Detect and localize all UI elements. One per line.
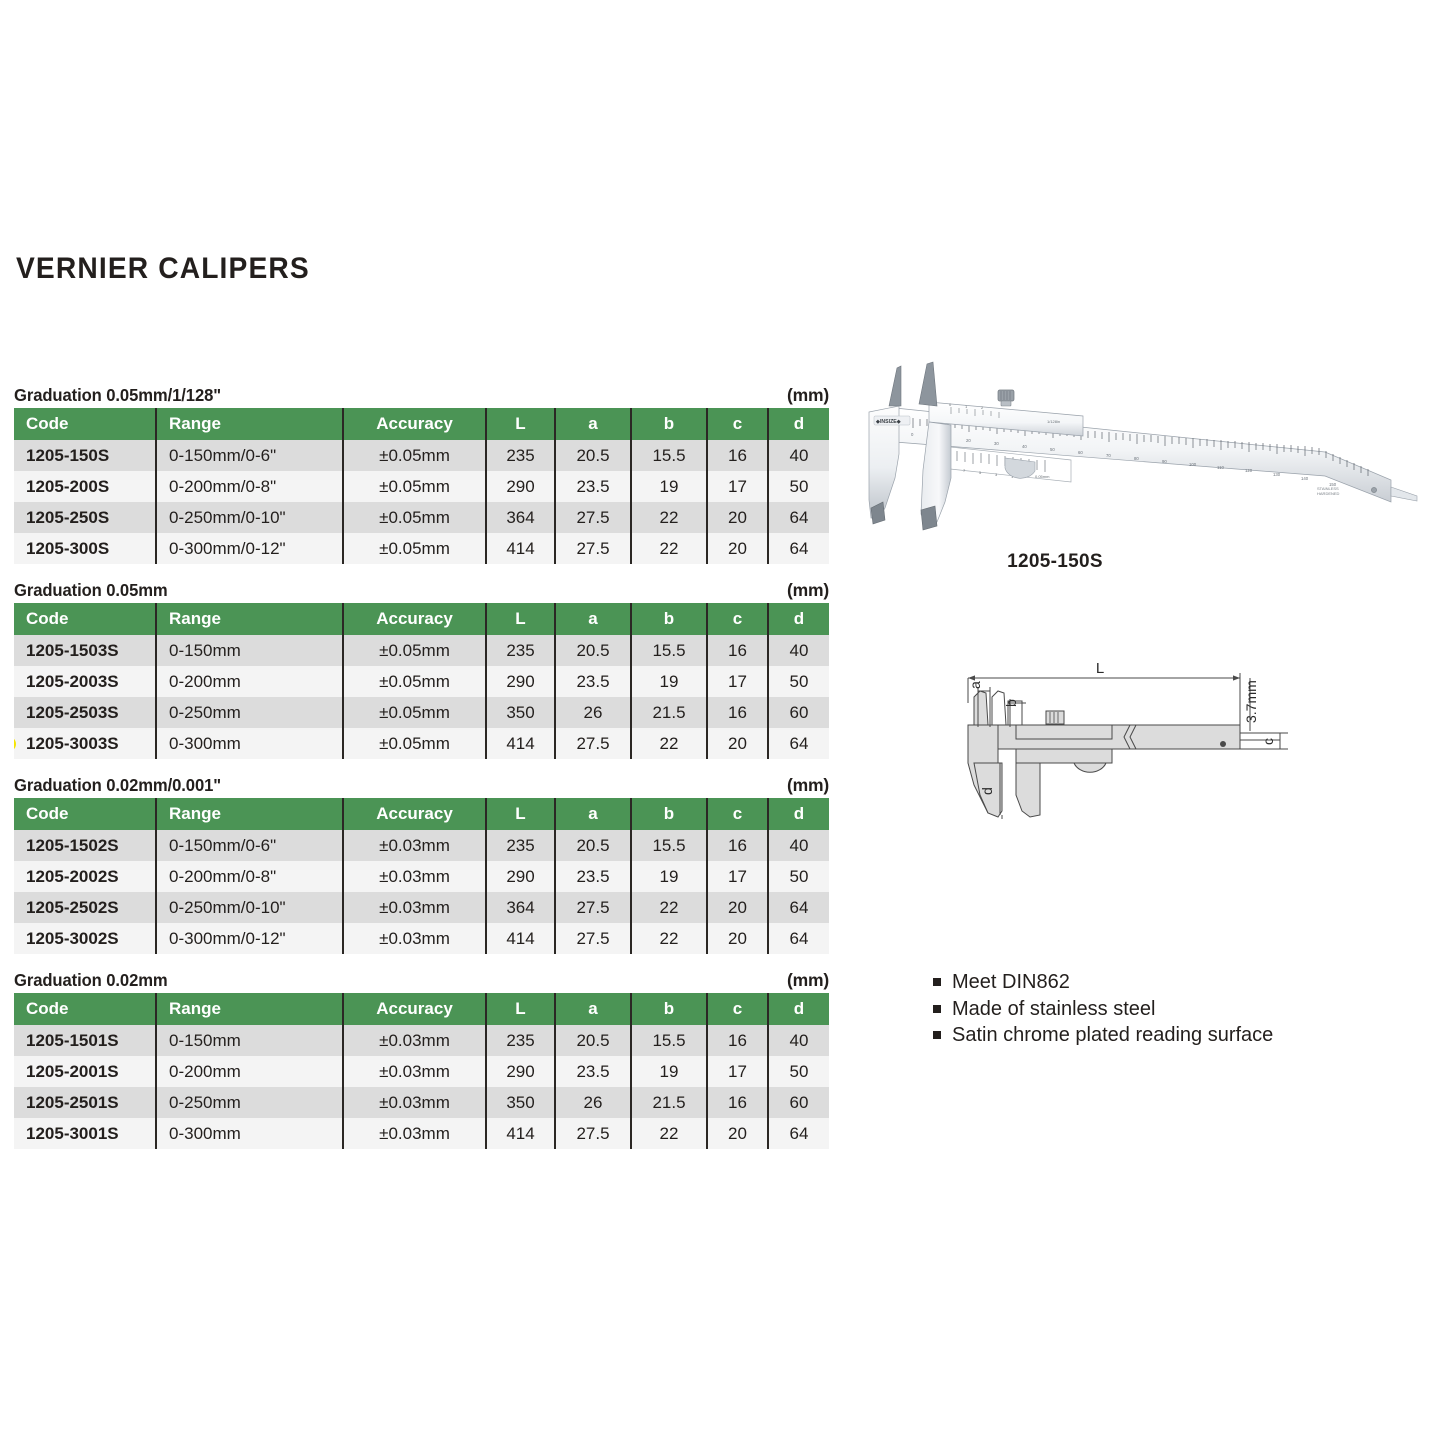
table-row[interactable] xyxy=(14,1056,829,1087)
cell-c: 16 xyxy=(707,635,768,666)
cell-a: 23.5 xyxy=(555,861,631,892)
svg-text:7: 7 xyxy=(963,468,966,473)
cell-code: 1205-1501S xyxy=(14,1025,156,1056)
cell-accuracy: ±0.05mm xyxy=(343,471,486,502)
cell-L: 235 xyxy=(486,1025,555,1056)
spec-table-block xyxy=(14,385,829,564)
cell-L: 290 xyxy=(486,1056,555,1087)
cell-code: 1205-250S xyxy=(14,502,156,533)
table-unit-label: (mm) xyxy=(787,775,829,795)
table-caption-row xyxy=(14,775,829,798)
table-row[interactable] xyxy=(14,471,829,502)
cell-L: 290 xyxy=(486,666,555,697)
cell-d: 40 xyxy=(768,440,829,471)
cell-accuracy: ±0.03mm xyxy=(343,1087,486,1118)
beam-hardened-marking: HARDENED xyxy=(1317,491,1340,496)
cell-b: 15.5 xyxy=(631,440,707,471)
cell-d: 40 xyxy=(768,830,829,861)
cell-a: 27.5 xyxy=(555,728,631,759)
feature-text: Meet DIN862 xyxy=(952,971,1070,993)
svg-text:3: 3 xyxy=(995,472,998,477)
cell-b: 22 xyxy=(631,892,707,923)
cell-c: 17 xyxy=(707,1056,768,1087)
cell-a: 27.5 xyxy=(555,923,631,954)
cell-accuracy: ±0.05mm xyxy=(343,728,486,759)
cell-d: 64 xyxy=(768,923,829,954)
cell-range: 0-150mm xyxy=(156,635,343,666)
cell-a: 20.5 xyxy=(555,635,631,666)
product-photo-caption: 1205-150S xyxy=(1007,551,1103,572)
cell-c: 17 xyxy=(707,666,768,697)
cell-accuracy: ±0.03mm xyxy=(343,892,486,923)
cell-L: 290 xyxy=(486,471,555,502)
cell-code: 1205-1503S xyxy=(14,635,156,666)
table-row[interactable] xyxy=(14,861,829,892)
table-row[interactable] xyxy=(14,1025,829,1056)
cell-a: 27.5 xyxy=(555,533,631,564)
cell-code: 1205-3003S xyxy=(14,728,156,759)
cell-range: 0-300mm xyxy=(156,1118,343,1149)
feature-text: Satin chrome plated reading surface xyxy=(952,1024,1274,1046)
column-header-code: Code xyxy=(14,993,156,1025)
cell-d: 50 xyxy=(768,861,829,892)
cell-c: 17 xyxy=(707,471,768,502)
cell-accuracy: ±0.03mm xyxy=(343,830,486,861)
cell-accuracy: ±0.05mm xyxy=(343,502,486,533)
cell-L: 350 xyxy=(486,1087,555,1118)
table-caption: Graduation 0.05mm/1/128" xyxy=(14,385,222,405)
cell-c: 20 xyxy=(707,1118,768,1149)
cell-b: 15.5 xyxy=(631,1025,707,1056)
spec-table xyxy=(14,603,829,759)
svg-text:80: 80 xyxy=(1134,456,1139,461)
cell-b: 21.5 xyxy=(631,1087,707,1118)
column-header-c: c xyxy=(707,798,768,830)
cell-L: 414 xyxy=(486,533,555,564)
svg-text:5: 5 xyxy=(979,470,982,475)
cell-b: 22 xyxy=(631,923,707,954)
cell-a: 23.5 xyxy=(555,471,631,502)
column-header-L: L xyxy=(486,408,555,440)
column-header-accuracy: Accuracy xyxy=(343,408,486,440)
cell-d: 64 xyxy=(768,502,829,533)
cell-accuracy: ±0.05mm xyxy=(343,666,486,697)
table-caption: Graduation 0.02mm xyxy=(14,970,168,990)
cell-range: 0-300mm/0-12" xyxy=(156,533,343,564)
cell-b: 22 xyxy=(631,502,707,533)
column-header-d: d xyxy=(768,993,829,1025)
diagram-label-L: L xyxy=(1095,660,1105,677)
column-header-b: b xyxy=(631,798,707,830)
column-header-d: d xyxy=(768,798,829,830)
feature-text: Made of stainless steel xyxy=(952,997,1156,1020)
cell-a: 27.5 xyxy=(555,1118,631,1149)
cell-c: 20 xyxy=(707,892,768,923)
svg-text:50: 50 xyxy=(1050,447,1055,452)
cell-d: 50 xyxy=(768,471,829,502)
cell-L: 235 xyxy=(486,440,555,471)
column-header-a: a xyxy=(555,798,631,830)
cell-b: 22 xyxy=(631,533,707,564)
cell-a: 26 xyxy=(555,697,631,728)
cell-code: 1205-300S xyxy=(14,533,156,564)
table-row[interactable] xyxy=(14,923,829,954)
column-header-L: L xyxy=(486,993,555,1025)
cell-a: 20.5 xyxy=(555,440,631,471)
column-header-d: d xyxy=(768,603,829,635)
brand-logo-text: ◆INSIZE◆ xyxy=(876,419,901,425)
cell-b: 22 xyxy=(631,1118,707,1149)
cell-accuracy: ±0.03mm xyxy=(343,1118,486,1149)
cell-c: 16 xyxy=(707,697,768,728)
feature-item xyxy=(933,970,1413,996)
diagram-label-d: d xyxy=(979,787,995,795)
cell-L: 364 xyxy=(486,892,555,923)
cell-code: 1205-200S xyxy=(14,471,156,502)
cell-b: 19 xyxy=(631,471,707,502)
column-header-L: L xyxy=(486,798,555,830)
row-highlight-marker-icon xyxy=(14,736,16,751)
spec-table xyxy=(14,798,829,954)
cell-code: 1205-2502S xyxy=(14,892,156,923)
feature-list xyxy=(933,970,1413,1050)
cell-range: 0-200mm/0-8" xyxy=(156,471,343,502)
cell-c: 16 xyxy=(707,440,768,471)
cell-L: 290 xyxy=(486,861,555,892)
cell-range: 0-200mm xyxy=(156,666,343,697)
table-row[interactable] xyxy=(14,440,829,471)
cell-d: 60 xyxy=(768,697,829,728)
svg-text:60: 60 xyxy=(1078,450,1083,455)
diagram-label-thickness: 3.7mm xyxy=(1243,680,1259,723)
svg-text:100: 100 xyxy=(1189,462,1197,467)
column-header-range: Range xyxy=(156,993,343,1025)
cell-a: 23.5 xyxy=(555,1056,631,1087)
cell-L: 414 xyxy=(486,728,555,759)
bullet-square-icon xyxy=(933,1031,941,1039)
cell-L: 235 xyxy=(486,830,555,861)
svg-text:90: 90 xyxy=(1162,459,1167,464)
cell-d: 60 xyxy=(768,1087,829,1118)
beam-stainless-marking: STAINLESS xyxy=(1317,486,1339,491)
cell-c: 20 xyxy=(707,728,768,759)
table-row[interactable] xyxy=(14,666,829,697)
column-header-b: b xyxy=(631,408,707,440)
spec-table xyxy=(14,993,829,1149)
column-header-c: c xyxy=(707,603,768,635)
svg-text:20: 20 xyxy=(966,438,971,443)
column-header-b: b xyxy=(631,993,707,1025)
cell-a: 20.5 xyxy=(555,1025,631,1056)
cell-accuracy: ±0.05mm xyxy=(343,440,486,471)
cell-range: 0-250mm xyxy=(156,697,343,728)
cell-range: 0-200mm/0-8" xyxy=(156,861,343,892)
table-caption-row xyxy=(14,580,829,603)
cell-accuracy: ±0.03mm xyxy=(343,1056,486,1087)
cell-code: 1205-2001S xyxy=(14,1056,156,1087)
table-row[interactable] xyxy=(14,728,829,759)
cell-L: 350 xyxy=(486,697,555,728)
spec-table-block xyxy=(14,775,829,954)
cell-a: 23.5 xyxy=(555,666,631,697)
table-row[interactable] xyxy=(14,502,829,533)
spec-table-block xyxy=(14,970,829,1149)
column-header-code: Code xyxy=(14,798,156,830)
diagram-label-a: a xyxy=(967,681,983,689)
diagram-label-c: c xyxy=(1260,738,1276,745)
svg-text:40: 40 xyxy=(1022,444,1027,449)
cell-d: 50 xyxy=(768,1056,829,1087)
svg-text:140: 140 xyxy=(1301,476,1309,481)
column-header-c: c xyxy=(707,993,768,1025)
cell-d: 50 xyxy=(768,666,829,697)
column-header-range: Range xyxy=(156,603,343,635)
cell-code: 1205-2501S xyxy=(14,1087,156,1118)
column-header-c: c xyxy=(707,408,768,440)
cell-accuracy: ±0.05mm xyxy=(343,635,486,666)
column-header-range: Range xyxy=(156,408,343,440)
table-caption: Graduation 0.02mm/0.001" xyxy=(14,775,222,795)
svg-text:0: 0 xyxy=(949,402,952,407)
cell-d: 64 xyxy=(768,533,829,564)
column-header-code: Code xyxy=(14,603,156,635)
cell-c: 16 xyxy=(707,830,768,861)
table-caption-row xyxy=(14,385,829,408)
cell-b: 19 xyxy=(631,861,707,892)
svg-text:1: 1 xyxy=(965,404,968,409)
cell-code: 1205-2003S xyxy=(14,666,156,697)
cell-code: 1205-150S xyxy=(14,440,156,471)
svg-text:70: 70 xyxy=(1106,453,1111,458)
cell-c: 16 xyxy=(707,1025,768,1056)
cell-a: 27.5 xyxy=(555,892,631,923)
cell-accuracy: ±0.05mm xyxy=(343,697,486,728)
cell-c: 20 xyxy=(707,533,768,564)
table-header-row xyxy=(14,993,829,1025)
column-header-L: L xyxy=(486,603,555,635)
cell-accuracy: ±0.03mm xyxy=(343,923,486,954)
dimension-diagram xyxy=(940,645,1300,840)
cell-d: 64 xyxy=(768,1118,829,1149)
table-row[interactable] xyxy=(14,1118,829,1149)
cell-range: 0-250mm xyxy=(156,1087,343,1118)
cell-b: 19 xyxy=(631,666,707,697)
table-row[interactable] xyxy=(14,533,829,564)
cell-a: 27.5 xyxy=(555,502,631,533)
column-header-b: b xyxy=(631,603,707,635)
cell-code: 1205-1502S xyxy=(14,830,156,861)
table-row[interactable] xyxy=(14,1087,829,1118)
table-row[interactable] xyxy=(14,697,829,728)
cell-L: 364 xyxy=(486,502,555,533)
cell-b: 15.5 xyxy=(631,830,707,861)
table-row[interactable] xyxy=(14,892,829,923)
cell-code: 1205-2002S xyxy=(14,861,156,892)
bullet-square-icon xyxy=(933,1005,941,1013)
table-header-row xyxy=(14,798,829,830)
spec-table xyxy=(14,408,829,564)
svg-text:0: 0 xyxy=(911,432,914,437)
table-row[interactable] xyxy=(14,635,829,666)
table-caption-row xyxy=(14,970,829,993)
cell-d: 64 xyxy=(768,892,829,923)
table-header-row xyxy=(14,408,829,440)
cell-range: 0-150mm/0-6" xyxy=(156,830,343,861)
cell-a: 20.5 xyxy=(555,830,631,861)
cell-range: 0-200mm xyxy=(156,1056,343,1087)
column-header-code: Code xyxy=(14,408,156,440)
cell-L: 414 xyxy=(486,923,555,954)
lock-screw xyxy=(998,390,1014,406)
cell-d: 40 xyxy=(768,635,829,666)
feature-item xyxy=(933,997,1413,1023)
column-header-d: d xyxy=(768,408,829,440)
column-header-accuracy: Accuracy xyxy=(343,993,486,1025)
page-title: VERNIER CALIPERS xyxy=(16,252,310,285)
svg-text:150: 150 xyxy=(1329,482,1337,487)
cell-c: 17 xyxy=(707,861,768,892)
column-header-range: Range xyxy=(156,798,343,830)
cell-range: 0-300mm/0-12" xyxy=(156,923,343,954)
bullet-square-icon xyxy=(933,978,941,986)
vernier-mm-label: 0.05mm xyxy=(1035,474,1050,479)
cell-a: 26 xyxy=(555,1087,631,1118)
svg-text:130: 130 xyxy=(1273,472,1281,477)
cell-b: 21.5 xyxy=(631,697,707,728)
cell-c: 16 xyxy=(707,1087,768,1118)
cell-L: 414 xyxy=(486,1118,555,1149)
column-header-accuracy: Accuracy xyxy=(343,603,486,635)
cell-c: 20 xyxy=(707,923,768,954)
cell-b: 22 xyxy=(631,728,707,759)
cell-b: 15.5 xyxy=(631,635,707,666)
spec-table-block xyxy=(14,580,829,759)
column-header-a: a xyxy=(555,993,631,1025)
svg-text:30: 30 xyxy=(994,441,999,446)
cell-code: 1205-2503S xyxy=(14,697,156,728)
cell-d: 64 xyxy=(768,728,829,759)
cell-accuracy: ±0.03mm xyxy=(343,861,486,892)
column-header-a: a xyxy=(555,408,631,440)
cell-b: 19 xyxy=(631,1056,707,1087)
table-row[interactable] xyxy=(14,830,829,861)
cell-accuracy: ±0.03mm xyxy=(343,1025,486,1056)
table-unit-label: (mm) xyxy=(787,385,829,405)
table-caption: Graduation 0.05mm xyxy=(14,580,168,600)
spec-tables-column xyxy=(14,385,829,1149)
svg-text:110: 110 xyxy=(1217,465,1224,470)
cell-c: 20 xyxy=(707,502,768,533)
cell-code: 1205-3002S xyxy=(14,923,156,954)
table-unit-label: (mm) xyxy=(787,970,829,990)
diagram-label-b: b xyxy=(1003,699,1019,707)
cell-range: 0-250mm/0-10" xyxy=(156,502,343,533)
feature-item xyxy=(933,1023,1413,1049)
svg-text:2: 2 xyxy=(981,405,984,410)
cell-d: 40 xyxy=(768,1025,829,1056)
column-header-a: a xyxy=(555,603,631,635)
cell-accuracy: ±0.05mm xyxy=(343,533,486,564)
product-photo xyxy=(855,350,1420,572)
column-header-accuracy: Accuracy xyxy=(343,798,486,830)
slider-inch-label: 1/128in xyxy=(1047,419,1061,424)
table-unit-label: (mm) xyxy=(787,580,829,600)
cell-code: 1205-3001S xyxy=(14,1118,156,1149)
cell-range: 0-150mm xyxy=(156,1025,343,1056)
vernier-caliper-illustration xyxy=(855,350,1420,545)
cell-L: 235 xyxy=(486,635,555,666)
cell-range: 0-150mm/0-6" xyxy=(156,440,343,471)
product-column xyxy=(855,350,1425,1046)
table-header-row xyxy=(14,603,829,635)
cell-range: 0-300mm xyxy=(156,728,343,759)
cell-range: 0-250mm/0-10" xyxy=(156,892,343,923)
svg-text:120: 120 xyxy=(1245,468,1253,473)
